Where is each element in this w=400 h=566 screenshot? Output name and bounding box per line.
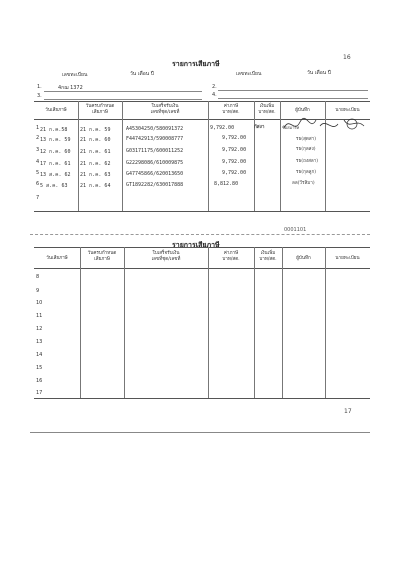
row-number: 5 (36, 170, 40, 176)
tax-amount: 9,792.00 (222, 135, 247, 141)
receipt-number: G47745866/620013650 (126, 171, 184, 177)
page-number-top: 16 (343, 54, 351, 61)
header-right-reg-label: เลขทะเบียน (236, 71, 262, 77)
due-date: 21 ก.ค. 63 (80, 172, 111, 178)
due-date: 21 ก.ค. 62 (80, 161, 111, 167)
header-left-reg-label: เลขทะเบียน (62, 72, 88, 78)
row-number: 17 (36, 390, 43, 396)
due-date: 21 ก.ค. 59 (80, 127, 111, 133)
row-number: 15 (36, 365, 43, 371)
reg-entry-1-value: 4กฌ 1372 (58, 85, 83, 91)
row-number: 4 (36, 159, 40, 165)
receipt-number: GT1892282/630017888 (126, 182, 184, 188)
s2-col-recorder: ผู้บันทึก (296, 256, 311, 261)
receipt-number: A45304250/580091372 (126, 126, 184, 132)
reg-line-2 (218, 90, 368, 91)
row-number: 13 (36, 339, 43, 345)
reg-entry-1-num: 1. (37, 84, 42, 90)
row-number: 12 (36, 326, 43, 332)
s2-col-receipt: ใบเสร็จรับเงิน เลขที่ชุด/เลขที่ (151, 251, 181, 262)
paid-date: 21 ก.ค.58 (40, 127, 68, 133)
tax-amount: 8,812.80 (214, 181, 239, 187)
due-date: 21 ก.ค. 60 (80, 137, 111, 143)
s1-col-penalty: เงินเพิ่ม บาท/สต. (258, 104, 276, 115)
receipt-number: G22298086/610009875 (126, 160, 184, 166)
header-left-date-label: วัน เดือน ปี (130, 71, 154, 77)
row-number: 11 (36, 313, 43, 319)
receipt-number: F44742913/590008777 (126, 136, 184, 142)
row-number: 14 (36, 352, 43, 358)
s1-col-recorder: ผู้บันทึก (295, 108, 310, 113)
tax-amount: 9,792.00 (222, 147, 247, 153)
perforation-line (30, 234, 370, 235)
section2-title: รายการเสียภาษี (172, 241, 220, 249)
header-right-date-label: วัน เดือน ปี (307, 70, 331, 76)
reg-line-4 (218, 98, 368, 99)
official-stamp-text-2: ชื่อสมาร์ท (282, 125, 300, 130)
page-number-bottom: 17 (344, 408, 352, 415)
paid-date: 5 ส.ค. 63 (40, 183, 68, 189)
section1-title: รายการเสียภาษี (172, 60, 220, 68)
row-number: 1 (36, 125, 40, 131)
s2-col-due-date: วันครบกำหนด เสียภาษี (87, 251, 117, 262)
due-date: 21 ก.ค. 61 (80, 149, 111, 155)
s1-col-due-date: วันครบกำหนด เสียภาษี (85, 104, 115, 115)
tax-amount: 9,792.00 (222, 159, 247, 165)
recorder: รธ(ถงสลา) (296, 159, 319, 164)
reg-entry-4-num: 4. (212, 92, 217, 98)
recorder: รธ(กุลลูก) (296, 170, 317, 175)
row-number: 7 (36, 195, 40, 201)
reg-entry-2-num: 2. (212, 84, 217, 90)
s2-col-tax: ค่าภาษี บาท/สต. (222, 251, 240, 262)
paid-date: 17 ก.ค. 61 (40, 161, 71, 167)
due-date: 21 ก.ค. 64 (80, 183, 111, 189)
tax-amount: 9,792.00 (210, 125, 235, 131)
tear-number: 0001101 (284, 227, 307, 233)
recorder: ลล(วีรสิมา) (292, 181, 315, 186)
handwritten-signature (280, 114, 370, 136)
s1-col-paid-date: วันเสียภาษี (45, 108, 67, 113)
s2-col-penalty: เงินเพิ่ม บาท/สต. (259, 251, 277, 262)
row-number: 2 (36, 135, 40, 141)
row-number: 8 (36, 274, 40, 280)
reg-line-1 (44, 91, 202, 92)
tax-amount: 9,792.00 (222, 170, 247, 176)
row-number: 6 (36, 181, 40, 187)
paid-date: 13 ส.ค. 62 (40, 172, 71, 178)
row-number: 16 (36, 378, 43, 384)
row-number: 9 (36, 288, 40, 294)
paid-date: 13 ก.ค. 59 (40, 137, 71, 143)
s2-col-registrar: นายทะเบียน (335, 256, 360, 261)
bottom-edge-line (30, 432, 370, 433)
row-number: 3 (36, 147, 40, 153)
recorder: รธ(สุดสา) (296, 137, 317, 142)
reg-line-3 (44, 99, 202, 100)
paid-date: 12 ก.ค. 60 (40, 149, 71, 155)
reg-entry-3-num: 3. (37, 93, 42, 99)
receipt-number: G03171175/600011252 (126, 148, 184, 154)
s1-col-receipt: ใบเสร็จรับเงิน เลขที่ชุด/เลขที่ (150, 104, 180, 115)
official-stamp-text: กัสงา (254, 125, 265, 130)
row-number: 10 (36, 300, 43, 306)
recorder: รธ(กุลสง) (296, 147, 316, 152)
s1-col-registrar: นายทะเบียน (335, 108, 360, 113)
s1-col-tax: ค่าภาษี บาท/สต. (222, 104, 240, 115)
s2-col-paid-date: วันเสียภาษี (46, 256, 68, 261)
